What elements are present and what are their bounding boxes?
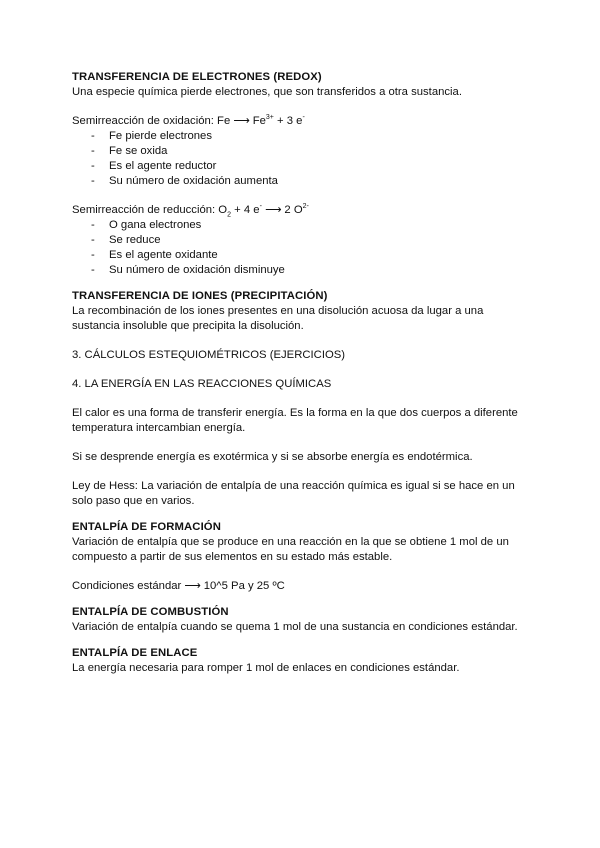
redox-heading: TRANSFERENCIA DE ELECTRONES (REDOX) (72, 71, 322, 83)
section-3-title: 3. CÁLCULOS ESTEQUIOMÉTRICOS (EJERCICIOS) (72, 349, 346, 361)
combustion-heading: ENTALPÍA DE COMBUSTIÓN (72, 606, 229, 618)
list-item: - Se reduce (72, 233, 532, 248)
bond-text: La energía necesaria para romper 1 mol de enlaces en condiciones estándar. (72, 662, 460, 674)
formation-heading: ENTALPÍA DE FORMACIÓN (72, 521, 221, 533)
formation-text: Variación de entalpía que se produce en una reacción en la que se obtiene 1 mol de un compuesto a partir de sus elementos en su estado más estable. (72, 536, 509, 563)
oxidation-list (72, 129, 532, 189)
energy-paragraph-3: Ley de Hess: La variación de entalpía de una reacción química es igual si se hace en un solo paso que en varios. (72, 480, 515, 507)
bond-heading: ENTALPÍA DE ENLACE (72, 647, 198, 659)
oxidation-equation: Semirreacción de oxidación: Fe ⟶ $Fe^{3+} + 3$ e- (72, 114, 305, 127)
list-item: - Es el agente oxidante (72, 248, 532, 263)
reduction-equation: Semirreacción de reducción: $O_2 + 4$ e- ⟶ 2 $O^{2-}$ (72, 203, 309, 219)
section-4-title: 4. LA ENERGÍA EN LAS REACCIONES QUÍMICAS (72, 378, 332, 390)
list-item: - Su número de oxidación aumenta (72, 174, 532, 189)
redox-intro: Una especie química pierde electrones, que son transferidos a otra sustancia. (72, 86, 462, 98)
energy-paragraph-1: El calor es una forma de transferir energía. Es la forma en la que dos cuerpos a diferente temperatura intercambian energía. (72, 407, 518, 434)
ions-text: La recombinación de los iones presentes en una disolución acuosa da lugar a una sustancia insoluble que precipita la disolución. (72, 305, 484, 332)
formation-conditions: Condiciones estándar ⟶ 10^5 Pa y 25 ºC (72, 580, 285, 592)
document-content (72, 70, 532, 676)
combustion-text: Variación de entalpía cuando se quema 1 mol de una sustancia en condiciones estándar. (72, 621, 518, 633)
ions-heading: TRANSFERENCIA DE IONES (PRECIPITACIÓN) (72, 290, 328, 302)
energy-paragraph-2: Si se desprende energía es exotérmica y si se absorbe energía es endotérmica. (72, 451, 473, 463)
list-item: - Su número de oxidación disminuye (72, 263, 532, 278)
list-item: - Es el agente reductor (72, 159, 532, 174)
list-item: - Fe se oxida (72, 144, 532, 159)
reduction-list (72, 218, 532, 278)
list-item: - Fe pierde electrones (72, 129, 532, 144)
list-item: - O gana electrones (72, 218, 532, 233)
